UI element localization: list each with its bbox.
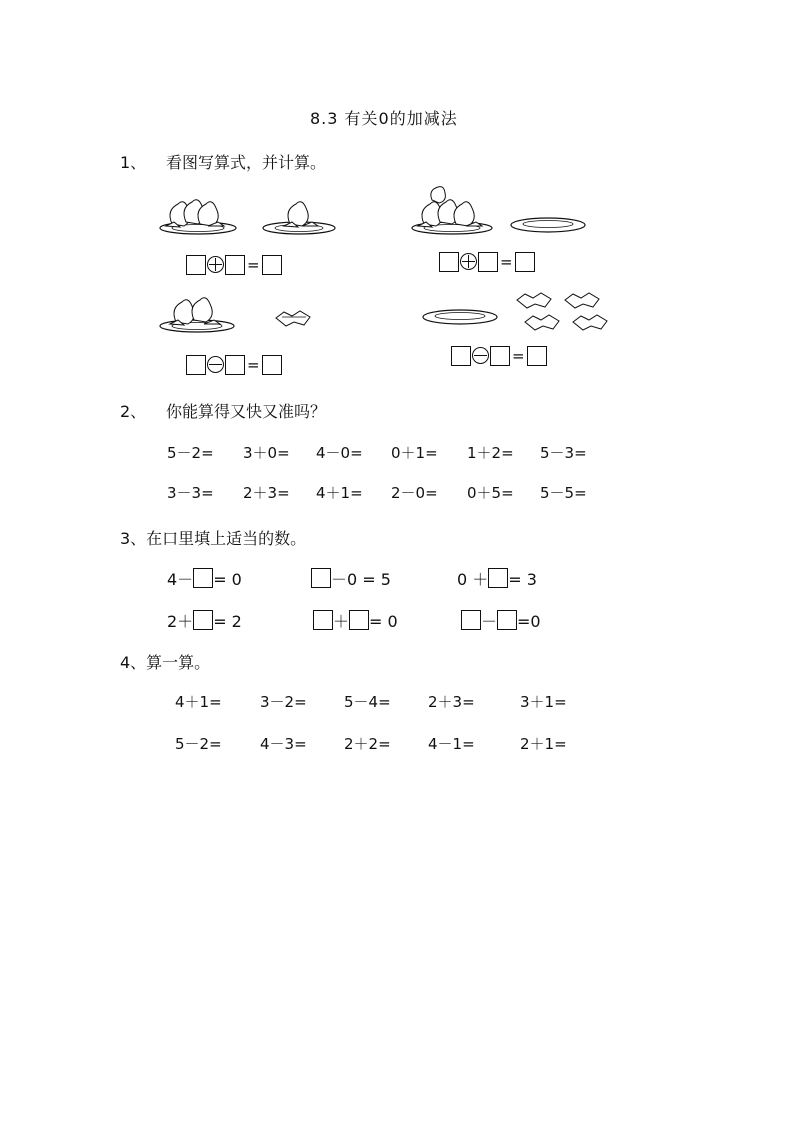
answer-box[interactable] [262,355,282,375]
picture-empty-plate [510,214,586,236]
answer-box[interactable] [527,346,547,366]
equals-sign: = [512,346,525,365]
fill-text: 2＋ [167,612,194,631]
answer-box[interactable] [461,610,481,630]
fill-text: 4－ [167,570,194,589]
fill-item-a [167,567,242,590]
question-4-heading: 4、算一算。 [120,653,211,672]
question-2-heading [120,399,326,422]
arithmetic-item: 4－1= [428,735,475,753]
arithmetic-item: 3－3= [167,484,214,502]
arithmetic-item: 0＋1= [391,444,438,462]
equals-sign: = [247,255,260,274]
plus-circle-icon [207,256,224,273]
answer-box[interactable] [488,568,508,588]
answer-box[interactable] [490,346,510,366]
arithmetic-item: 0＋5= [467,484,514,502]
question-2-number: 2、 [120,402,147,421]
arithmetic-item: 5－2= [175,735,222,753]
fill-text: = 2 [213,612,242,631]
fill-item-b [311,567,391,590]
answer-box[interactable] [515,252,535,272]
fill-text: － [481,612,498,631]
picture-leaves [274,308,314,328]
arithmetic-item: 4＋1= [316,484,363,502]
answer-box[interactable] [349,610,369,630]
answer-box[interactable] [439,252,459,272]
answer-box[interactable] [311,568,331,588]
fill-text: = 3 [508,570,537,589]
picture-plate-two-peaches [158,290,238,336]
arithmetic-item: 5－4= [344,693,391,711]
picture-plate-four-peaches [410,186,496,238]
equals-sign: = [247,355,260,374]
picture-plate-three-peaches [158,188,240,238]
fill-text: －0 = 5 [331,570,391,589]
equation-box-sub-1 [186,354,282,375]
fill-item-e [313,609,398,632]
fill-text: 0 ＋ [457,570,489,589]
answer-box[interactable] [497,610,517,630]
fill-item-f [461,609,541,632]
arithmetic-item: 2＋3= [428,693,475,711]
equation-box-add-1 [186,254,282,275]
arithmetic-item: 3＋1= [520,693,567,711]
answer-box[interactable] [478,252,498,272]
picture-empty-plate-2 [422,306,498,328]
minus-circle-icon [207,356,224,373]
q4-row-2 [0,733,794,753]
fill-text: = 0 [369,612,398,631]
arithmetic-item: 3－2= [260,693,307,711]
arithmetic-item: 2＋3= [243,484,290,502]
fill-text: =0 [517,612,541,631]
q2-row-1 [0,442,794,462]
arithmetic-item: 2－0= [391,484,438,502]
arithmetic-item: 4＋1= [175,693,222,711]
arithmetic-item: 4－0= [316,444,363,462]
picture-plate-one-peach [262,196,338,238]
plus-circle-icon [460,253,477,270]
arithmetic-item: 2＋1= [520,735,567,753]
minus-circle-icon [472,347,489,364]
arithmetic-item: 5－2= [167,444,214,462]
q2-row-2 [0,482,794,502]
fill-text: ＋ [333,612,350,631]
arithmetic-item: 3＋0= [243,444,290,462]
fill-item-c [457,567,537,590]
question-1-heading [120,150,326,173]
equals-sign: = [500,252,513,271]
q4-row-1 [0,691,794,711]
answer-box[interactable] [262,255,282,275]
answer-box[interactable] [193,568,213,588]
fill-item-d [167,609,242,632]
question-1-number: 1、 [120,153,147,172]
arithmetic-item: 1＋2= [467,444,514,462]
equation-box-sub-2 [451,345,547,366]
answer-box[interactable] [186,355,206,375]
arithmetic-item: 5－5= [540,484,587,502]
question-1-text: 看图写算式，并计算。 [166,153,327,172]
picture-four-leaf-groups [515,290,611,334]
answer-box[interactable] [193,610,213,630]
equation-box-add-2 [439,251,535,272]
question-2-text: 你能算得又快又准吗？ [166,402,327,421]
arithmetic-item: 2＋2= [344,735,391,753]
arithmetic-item: 5－3= [540,444,587,462]
answer-box[interactable] [186,255,206,275]
arithmetic-item: 4－3= [260,735,307,753]
answer-box[interactable] [225,355,245,375]
fill-text: = 0 [213,570,242,589]
page-title: 8.3 有关0的加减法 [310,109,458,128]
answer-box[interactable] [451,346,471,366]
answer-box[interactable] [225,255,245,275]
answer-box[interactable] [313,610,333,630]
question-3-heading: 3、在口里填上适当的数。 [120,529,307,548]
